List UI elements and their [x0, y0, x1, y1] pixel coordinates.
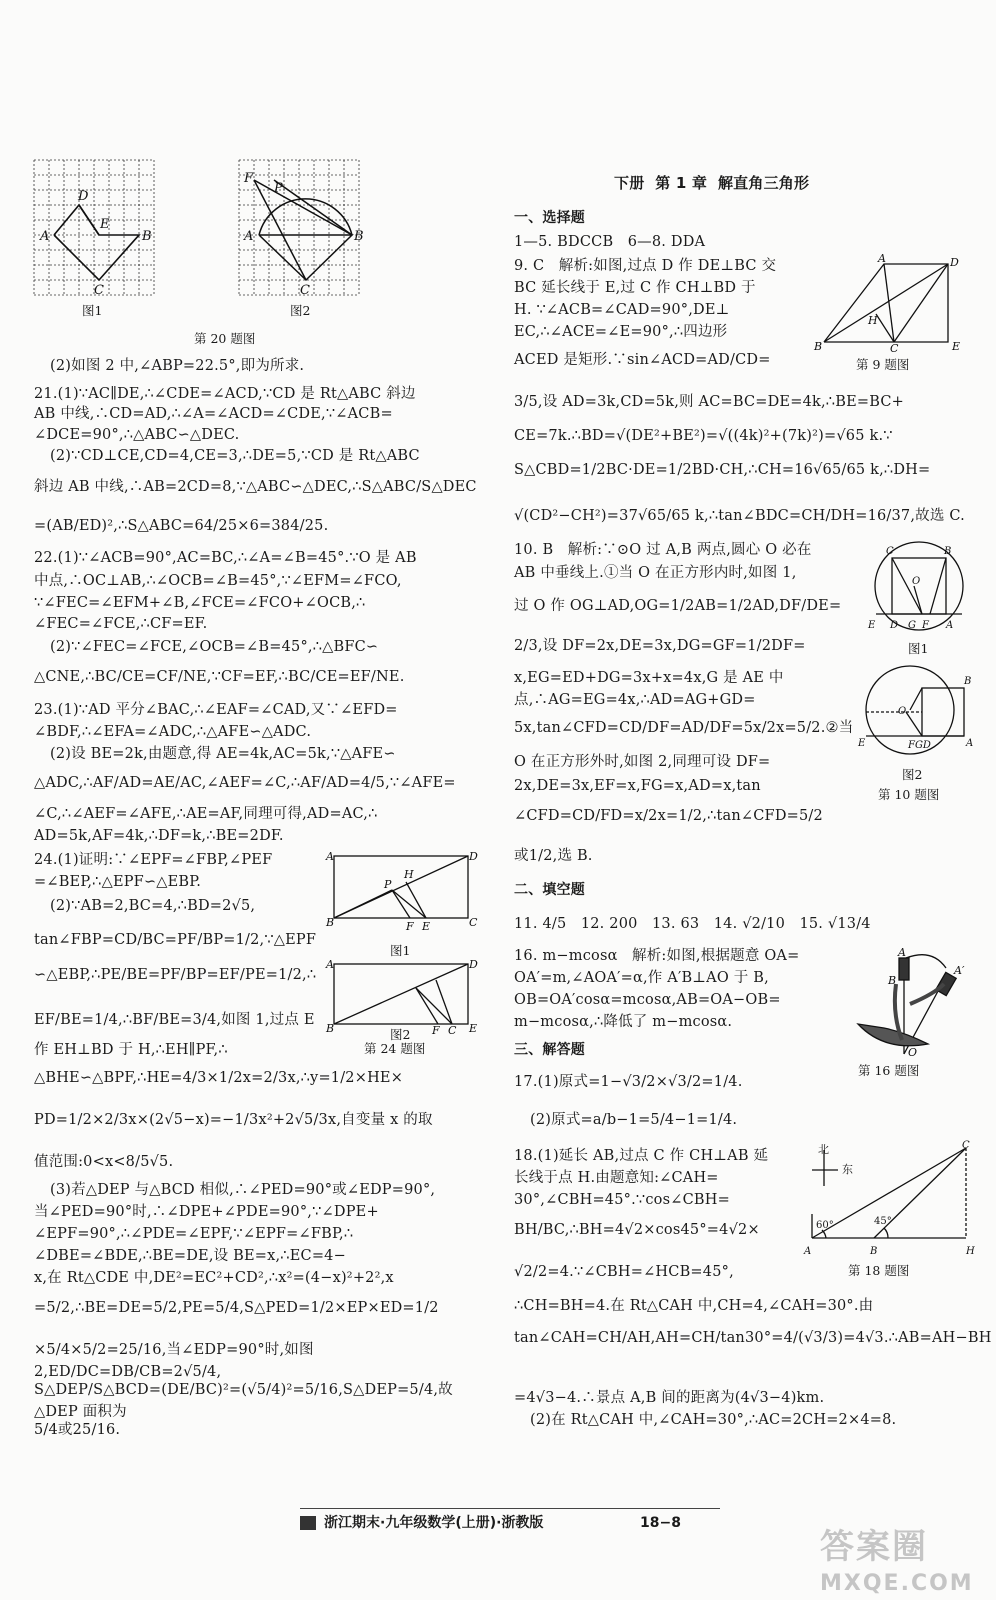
svg-text:A: A	[966, 738, 974, 749]
text-line: BH/BC,∴BH=4√2×cos45°=4√2×	[514, 1222, 760, 1238]
text-line: PD=1/2×2/3x×(2√5−x)=−1/3x²+2√5/3x,自变量 x 的取	[34, 1112, 433, 1128]
svg-text:F: F	[244, 171, 254, 186]
svg-text:C: C	[448, 1024, 457, 1037]
text-line: 斜边 AB 中线,∴AB=2CD=8,∵△ABC∽△DEC,∴S△ABC/S△DEC	[34, 479, 477, 495]
fig24-label-1: 图1	[390, 943, 411, 958]
footer-title: 浙江期末·九年级数学(上册)·浙教版	[324, 1515, 544, 1531]
svg-text:A: A	[244, 229, 254, 244]
svg-text:A: A	[878, 252, 886, 265]
text-line: 24.(1)证明:∵∠EPF=∠FBP,∠PEF	[34, 852, 273, 868]
text-line: S△CBD=1/2BC·DE=1/2BD·CH,∴CH=16√65/65 k,∴DH=	[514, 462, 931, 478]
text-line: (2)原式=a/b−1=5/4−1=1/4.	[530, 1112, 738, 1128]
fig10-label-1: 图1	[908, 641, 929, 656]
svg-text:FGD: FGD	[908, 740, 931, 751]
svg-text:F: F	[406, 920, 414, 933]
svg-text:P: P	[274, 181, 283, 196]
text-line: EC,∴∠ACE=∠E=90°,∴四边形	[514, 324, 728, 340]
svg-text:E: E	[469, 1022, 478, 1035]
svg-text:B: B	[964, 676, 972, 687]
text-line: 点,∴AG=EG=4x,∴AD=AG+GD=	[514, 692, 756, 708]
text-line: =∠BEP,∴△EPF∽△EBP.	[34, 874, 202, 890]
fig18-caption: 第 18 题图	[848, 1263, 910, 1278]
text-line: 当∠PED=90°时,∴∠DPE+∠PDE=90°,∵∠DPE+	[34, 1204, 379, 1220]
fig10-caption: 第 10 题图	[878, 787, 940, 802]
fig18-diagram	[804, 1142, 974, 1258]
text-line: tan∠FBP=CD/BC=PF/BP=1/2,∵△EPF	[34, 932, 317, 948]
svg-text:F: F	[922, 620, 929, 631]
svg-text:E: E	[858, 738, 866, 749]
svg-text:A′: A′	[954, 964, 965, 977]
text-line: △ADC,∴AF/AD=AE/AC,∠AEF=∠C,∴AF/AD=4/5,∵∠AFE=	[34, 775, 456, 791]
text-line: EF/BE=1/4,∴BF/BE=3/4,如图 1,过点 E	[34, 1012, 315, 1028]
svg-text:B: B	[326, 916, 335, 929]
text-line: 23.(1)∵AD 平分∠BAC,∴∠EAF=∠CAD,又∵∠EFD=	[34, 702, 398, 718]
text-line: 18.(1)延长 AB,过点 C 作 CH⊥AB 延	[514, 1148, 769, 1164]
svg-text:E: E	[422, 920, 431, 933]
text-line: tan∠CAH=CH/AH,AH=CH/tan30°=4/(√3/3)=4√3.∴AB=AH−BH	[514, 1330, 992, 1346]
svg-text:B: B	[870, 1246, 878, 1257]
text-line: x,EG=ED+DG=3x+x=4x,G 是 AE 中	[514, 670, 784, 686]
fig10-circle-2	[858, 662, 974, 762]
text-line: 5x,tan∠CFD=CD/DF=AD/DF=5x/2x=5/2.②当	[514, 720, 854, 736]
text-line: AB 中线,∴CD=AD,∴∠A=∠ACD=∠CDE,∵∠ACB=	[34, 406, 393, 422]
svg-text:B: B	[814, 340, 823, 353]
text-line: 17.(1)原式=1−√3/2×√3/2=1/4.	[514, 1074, 743, 1090]
svg-text:G: G	[908, 620, 916, 631]
text-line: m−mcosα,∴降低了 m−mcosα.	[514, 1014, 733, 1030]
svg-text:C: C	[962, 1140, 970, 1151]
svg-text:C: C	[886, 546, 894, 557]
text-line: =5/2,∴BE=DE=5/2,PE=5/4,S△PED=1/2×EP×ED=1/2	[34, 1300, 439, 1316]
text-line: (2)如图 2 中,∠ABP=22.5°,即为所求.	[50, 358, 305, 374]
text-line: 长线于点 H.由题意知:∠CAH=	[514, 1170, 719, 1186]
page-number: 18−8	[640, 1515, 681, 1531]
fig24-caption: 第 24 题图	[364, 1041, 426, 1056]
fig9-caption: 第 9 题图	[856, 357, 910, 372]
fig10-circle-1	[864, 538, 974, 638]
text-line: (2)∵CD⊥CE,CD=4,CE=3,∴DE=5,∵CD 是 Rt△ABC	[50, 448, 420, 464]
text-line: ∠CFD=CD/FD=x/2x=1/2,∴tan∠CFD=5/2	[514, 808, 823, 824]
svg-text:D: D	[469, 958, 478, 971]
text-line: OA′=m,∠AOA′=α,作 A′B⊥AO 于 B,	[514, 970, 769, 986]
text-line: O 在正方形外时,如图 2,同理可设 DF=	[514, 754, 771, 770]
angle-45-label: 45°	[874, 1216, 892, 1227]
text-line: 10. B 解析:∵⊙O 过 A,B 两点,圆心 O 必在	[514, 542, 812, 558]
svg-text:B: B	[944, 546, 952, 557]
text-line: △CNE,∴BC/CE=CF/NE,∵CF=EF,∴BC/CE=EF/NE.	[34, 669, 405, 685]
text-line: (2)∵AB=2,BC=4,∴BD=2√5,	[50, 898, 256, 914]
text-line: 作 EH⊥BD 于 H,∴EH∥PF,∴	[34, 1042, 228, 1058]
text-line: 2/3,设 DF=2x,DE=3x,DG=GF=1/2DF=	[514, 638, 806, 654]
svg-text:D: D	[78, 189, 89, 204]
svg-text:D: D	[950, 256, 959, 269]
svg-text:O: O	[908, 1046, 918, 1059]
text-line: ∴CH=BH=4.在 Rt△CAH 中,CH=4,∠CAH=30°.由	[514, 1298, 874, 1314]
svg-text:D: D	[469, 850, 478, 863]
svg-text:C: C	[890, 342, 899, 355]
svg-text:A: A	[326, 958, 334, 971]
svg-text:C: C	[94, 283, 104, 298]
text-line: AB 中垂线上.①当 O 在正方形内时,如图 1,	[514, 565, 797, 581]
fig20-label-1: 图1	[82, 303, 103, 318]
text-line: √2/2=4.∵∠CBH=∠HCB=45°,	[514, 1264, 734, 1280]
fig9-diagram	[814, 254, 974, 354]
svg-text:E: E	[868, 620, 876, 631]
svg-text:F: F	[432, 1024, 440, 1037]
svg-text:A: A	[946, 620, 954, 631]
text-line: ∠FEC=∠FCE,∴CF=EF.	[34, 616, 208, 632]
text-line: 3/5,设 AD=3k,CD=5k,则 AC=BC=DE=4k,∴BE=BC+	[514, 394, 904, 410]
watermark-line2: MXQE.COM	[820, 1571, 974, 1596]
watermark	[820, 1522, 980, 1594]
fig20-grid-2	[234, 160, 364, 300]
page-footer	[300, 1508, 720, 1537]
fig16-caption: 第 16 题图	[858, 1063, 920, 1078]
text-line: 值范围:0<x<8/5√5.	[34, 1154, 174, 1170]
text-line: (3)若△DEP 与△BCD 相似,∴∠PED=90°或∠EDP=90°,	[50, 1182, 436, 1198]
text-line: S△DEP/S△BCD=(DE/BC)²=(√5/4)²=5/16,S△DEP=5/4,故△DEP 面积为	[34, 1382, 453, 1420]
text-line: ∽△EBP,∴PE/BE=PF/BP=EF/PE=1/2,∴	[34, 967, 317, 983]
fig20-caption: 第 20 题图	[194, 331, 256, 346]
angle-60-label: 60°	[816, 1220, 834, 1231]
svg-text:B: B	[142, 229, 152, 244]
text-line: 或1/2,选 B.	[514, 848, 593, 864]
text-line: ∠BDF,∴∠EFA=∠ADC,∴△AFE∽△ADC.	[34, 724, 312, 740]
fig24-rect-1	[326, 850, 476, 940]
svg-text:B: B	[888, 974, 897, 987]
fig20-label-2: 图2	[290, 303, 311, 318]
section-heading-choice: 一、选择题	[514, 210, 585, 226]
text-line: OB=OA′cosα=mcosα,AB=OA−OB=	[514, 992, 781, 1008]
svg-text:H: H	[404, 868, 414, 881]
fig20-grid-1	[34, 160, 154, 300]
text-line: H. ∵∠ACB=∠CAD=90°,DE⊥	[514, 302, 730, 318]
text-line: ∠DCE=90°,∴△ABC∽△DEC.	[34, 427, 240, 443]
text-line: 2x,DE=3x,EF=x,FG=x,AD=x,tan	[514, 778, 761, 794]
text-line: 16. m−mcosα 解析:如图,根据题意 OA=	[514, 948, 800, 964]
section-title: 下册 第 1 章 解直角三角形	[614, 174, 810, 192]
text-line: 5/4或25/16.	[34, 1422, 121, 1438]
text-line: =(AB/ED)²,∴S△ABC=64/25×6=384/25.	[34, 518, 329, 534]
east-label: 东	[842, 1163, 853, 1176]
svg-text:E: E	[100, 217, 110, 232]
text-line: 过 O 作 OG⊥AD,OG=1/2AB=1/2AD,DF/DE=	[514, 598, 842, 614]
text-line: ∵∠FEC=∠EFM+∠B,∠FCE=∠FCO+∠OCB,∴	[34, 595, 366, 611]
svg-text:A: A	[804, 1246, 812, 1257]
text-line: 30°,∠CBH=45°.∵cos∠CBH=	[514, 1192, 730, 1208]
text-line: √(CD²−CH²)=37√65/65 k,∴tan∠BDC=CH/DH=16/37,故选 C.	[514, 508, 965, 524]
text-line: BC 延长线于 E,过 C 作 CH⊥BD 于	[514, 280, 756, 296]
text-line: CE=7k.∴BD=√(DE²+BE²)=√((4k)²+(7k)²)=√65 k.∵	[514, 428, 893, 444]
text-line: x,在 Rt△CDE 中,DE²=EC²+CD²,∴x²=(4−x)²+2²,x	[34, 1270, 394, 1286]
svg-text:H: H	[868, 314, 878, 327]
text-line: ∠DBE=∠BDE,∴BE=DE,设 BE=x,∴EC=4−	[34, 1248, 346, 1264]
text-line: 1—5. BDCCB 6—8. DDA	[514, 234, 706, 250]
text-line: ∠C,∴∠AEF=∠AFE,∴AE=AF,同理可得,AD=AC,∴	[34, 806, 378, 822]
text-line: (2)∵∠FEC=∠FCE,∠OCB=∠B=45°,∴△BFC∽	[50, 639, 379, 655]
section-heading-solve: 三、解答题	[514, 1042, 585, 1058]
text-line: 9. C 解析:如图,过点 D 作 DE⊥BC 交	[514, 258, 777, 274]
text-line: AD=5k,AF=4k,∴DF=k,∴BE=2DF.	[34, 828, 284, 844]
text-line: 22.(1)∵∠ACB=90°,AC=BC,∴∠A=∠B=45°.∵O 是 AB	[34, 550, 417, 566]
text-line: 中点,∴OC⊥AB,∴∠OCB=∠B=45°,∵∠EFM=∠FCO,	[34, 573, 402, 589]
text-line: ∠EPF=90°,∴∠PDE=∠EPF,∵∠EPF=∠FBP,∴	[34, 1226, 354, 1242]
svg-text:C: C	[300, 283, 310, 298]
north-label: 北	[818, 1143, 829, 1156]
svg-text:P: P	[384, 878, 392, 891]
watermark-line1: 答案圈	[820, 1527, 928, 1567]
text-line: 11. 4/5 12. 200 13. 63 14. √2/10 15. √13/4	[514, 916, 871, 932]
svg-text:H: H	[966, 1246, 975, 1257]
footer-book-icon	[300, 1516, 316, 1530]
svg-text:O: O	[898, 706, 907, 717]
section-heading-fill: 二、填空题	[514, 882, 585, 898]
svg-text:O: O	[912, 576, 921, 587]
text-line: 21.(1)∵AC∥DE,∴∠CDE=∠ACD,∵CD 是 Rt△ABC 斜边	[34, 386, 416, 402]
text-line: =4√3−4.∴景点 A,B 间的距离为(4√3−4)km.	[514, 1390, 825, 1406]
svg-text:A: A	[40, 229, 50, 244]
text-line: ACED 是矩形.∵sin∠ACD=AD/CD=	[514, 352, 771, 368]
svg-text:D: D	[890, 620, 899, 631]
svg-text:A: A	[326, 850, 334, 863]
text-line: △BHE∽△BPF,∴HE=4/3×1/2x=2/3x,∴y=1/2×HE×	[34, 1070, 404, 1086]
svg-text:B: B	[326, 1022, 335, 1035]
text-line: ×5/4×5/2=25/16,当∠EDP=90°时,如图 2,ED/DC=DB/CB=2√5/4,	[34, 1342, 319, 1380]
svg-text:C: C	[469, 916, 478, 929]
text-line: (2)设 BE=2k,由题意,得 AE=4k,AC=5k,∵△AFE∽	[50, 746, 396, 762]
svg-text:A: A	[898, 946, 906, 959]
fig24-label-2: 图2	[390, 1027, 411, 1042]
svg-text:B: B	[354, 229, 364, 244]
fig10-label-2: 图2	[902, 767, 923, 782]
text-line: (2)在 Rt△CAH 中,∠CAH=30°,∴AC=2CH=2×4=8.	[530, 1412, 897, 1428]
svg-text:E: E	[952, 340, 961, 353]
